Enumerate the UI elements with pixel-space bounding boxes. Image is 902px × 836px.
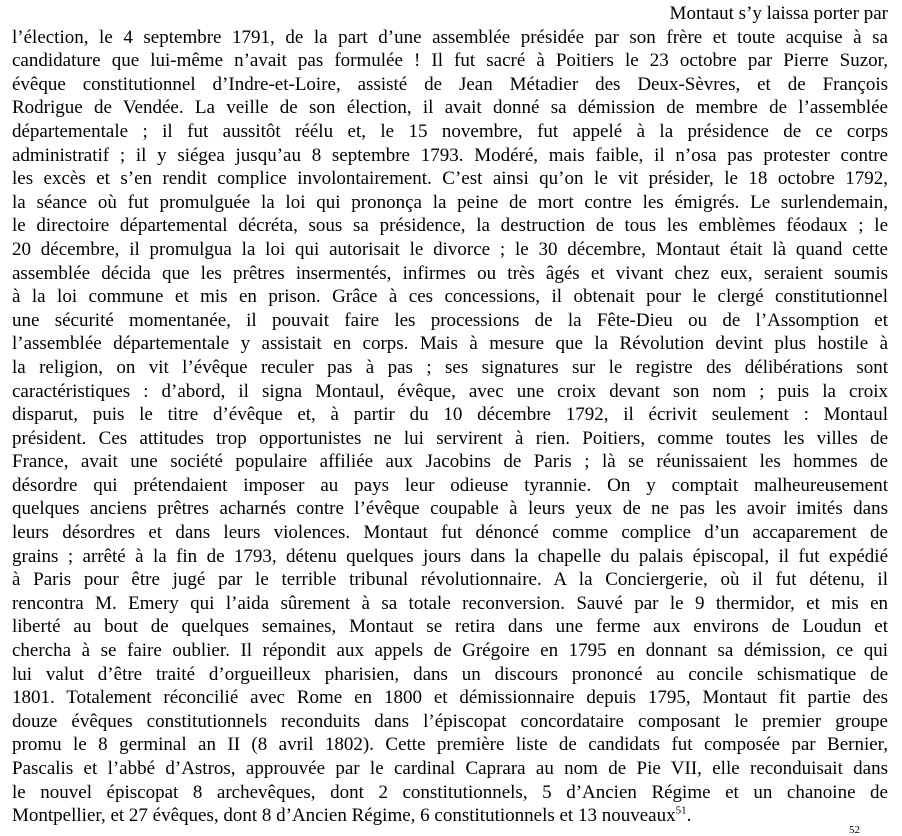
text-line	[12, 309, 888, 333]
text-line-content: promu le 8 germinal an II (8 avril 1802). Cette première liste de candidats fut composée par Bernier,	[12, 734, 888, 756]
text-line	[12, 757, 888, 781]
text-line-content: l’assemblée départementale y assistait en corps. Mais à mesure que la Révolution devint plus hostile à	[12, 333, 888, 355]
text-line-content: une sécurité momentanée, il pouvait faire les processions de la Fête-Dieu ou de l’Assomption et	[12, 309, 888, 331]
text-line	[12, 710, 888, 734]
text-line-content: le nouvel épiscopat 8 archevêques, dont 2 constitutionnels, 5 d’Ancien Régime et un chanoine de	[12, 781, 888, 803]
text-line-content: France, avait une société populaire affiliée aux Jacobins de Paris ; là se réunissaient les hommes de	[12, 451, 888, 473]
text-line-content: la séance où fut promulguée la loi qui prononça la peine de mort contre les émigrés. Le surlendemain,	[12, 191, 888, 213]
text-line	[12, 285, 888, 309]
text-line	[12, 568, 888, 592]
text-line	[12, 521, 888, 545]
text-line-content: rencontra M. Emery qui l’aida sûrement à sa totale reconversion. Sauvé par le 9 thermidor, et mis en	[12, 592, 888, 614]
final-punctuation: .	[686, 805, 692, 827]
text-line	[12, 663, 888, 687]
text-line-content: l’élection, le 4 septembre 1791, de la part d’une assemblée présidée par son frère et toute acquise à sa	[12, 26, 888, 48]
text-line	[12, 214, 888, 238]
text-line	[12, 238, 888, 262]
text-line	[12, 262, 888, 286]
text-line	[12, 450, 888, 474]
text-line	[12, 167, 888, 191]
text-line-content: quelques anciens prêtres acharnés contre l’évêque coupable à leurs yeux de ne pas les avoir imités dans	[12, 498, 888, 520]
text-line	[12, 639, 888, 663]
footnote-reference: 51	[675, 804, 687, 817]
text-line-content: leurs désordres et dans leurs violences. Montaut fut dénoncé comme complice d’un accaparement de	[12, 522, 888, 544]
text-line-content: administratif ; il y siégea jusqu’au 8 septembre 1793. Modéré, mais faible, il n’osa pas protester contre	[12, 144, 888, 166]
text-line	[12, 545, 888, 569]
text-line-content: liberté au bout de quelques semaines, Montaut se retira dans une ferme aux environs de Loudun et	[12, 616, 888, 638]
text-line	[12, 733, 888, 757]
text-line	[12, 497, 888, 521]
text-line	[12, 592, 888, 616]
text-line	[12, 26, 888, 50]
text-line	[12, 49, 888, 73]
text-line-content: caractéristiques : d’abord, il signa Montaul, évêque, avec une croix devant son nom ; puis la croix	[12, 380, 888, 402]
text-line-content: désordre qui prétendaient imposer au pays leur odieuse tyrannie. On y comptait malheureusement	[12, 474, 888, 496]
text-line-content: douze évêques constitutionnels reconduits dans l’épiscopat concordataire composant le premier groupe	[12, 710, 888, 732]
text-line	[12, 781, 888, 805]
text-line	[12, 427, 888, 451]
text-line	[12, 804, 888, 828]
text-line-content: Montaut s’y laissa porter par	[669, 3, 888, 24]
text-line-content: lui valut d’être traité d’orgueilleux pharisien, dans un discours prononcé au concile schismatique de	[12, 663, 888, 685]
text-line-content: évêque constitutionnel d’Indre-et-Loire, assisté de Jean Métadier des Deux-Sèvres, et de François	[12, 73, 888, 95]
text-line	[12, 96, 888, 120]
text-line-content: à la loi commune et mis en prison. Grâce à ces concessions, il obtenait pour le clergé constitutionnel	[12, 286, 888, 308]
text-line-content: chercha à se faire oublier. Il répondit aux appels de Grégoire en 1795 en donnant sa démission, ce qui	[12, 640, 888, 662]
text-line-content: grains ; arrêté à la fin de 1793, détenu quelques jours dans la chapelle du palais épiscopal, il fut expédié	[12, 545, 888, 567]
text-line	[12, 2, 888, 26]
text-line-content: 1801. Totalement réconcilié avec Rome en 1800 et démissionnaire depuis 1795, Montaut fit partie des	[12, 687, 888, 709]
text-line	[12, 686, 888, 710]
text-line-content: 20 décembre, il promulgua la loi qui autorisait le divorce ; le 30 décembre, Montaut était là quand cette	[12, 238, 888, 260]
text-line-content: les excès et s’en rendit complice involontairement. C’est ainsi qu’on le vit présider, le 18 octobre 1792,	[12, 168, 888, 190]
text-line-content: Pascalis et l’abbé d’Astros, approuvée par le cardinal Caprara au nom de Pie VII, elle reconduisait dans	[12, 758, 888, 779]
text-line-content: disparut, puis le titre d’évêque et, à partir du 10 décembre 1792, il écrivit seulement : Montaul	[12, 404, 888, 426]
text-line	[12, 403, 888, 427]
text-line-content: départementale ; il fut aussitôt réélu et, le 15 novembre, fut appelé à la présidence de ce corps	[12, 120, 888, 142]
text-line-content: Montpellier, et 27 évêques, dont 8 d’Ancien Régime, 6 constitutionnels et 13 nouveaux	[12, 805, 676, 827]
text-line	[12, 332, 888, 356]
text-line-content: la religion, on vit l’évêque reculer pas à pas ; ses signatures sur le registre des délibérations sont	[12, 356, 888, 378]
text-line-content: président. Ces attitudes trop opportunistes ne lui servirent à rien. Poitiers, comme toutes les villes de	[12, 427, 888, 449]
text-line-content: assemblée décida que les prêtres insermentés, infirmes ou très âgés et vivant chez eux, seraient soumis	[12, 262, 888, 284]
text-line	[12, 144, 888, 168]
body-text	[12, 2, 888, 828]
text-line-content: Rodrigue de Vendée. La veille de son élection, il avait donné sa démission de membre de l’assemblée	[12, 97, 888, 119]
text-line	[12, 120, 888, 144]
text-line-content: le directoire départemental décréta, sous sa présidence, la destruction de tous les emblèmes féodaux ; le	[12, 215, 888, 237]
text-line	[12, 615, 888, 639]
text-line-content: à Paris pour être jugé par le terrible tribunal révolutionnaire. A la Conciergerie, où il fut détenu, il	[12, 569, 888, 591]
text-line	[12, 474, 888, 498]
page-number: 52	[849, 824, 860, 836]
text-line	[12, 356, 888, 380]
text-line	[12, 191, 888, 215]
text-line	[12, 73, 888, 97]
text-line-content: candidature que lui-même n’avait pas formulée ! Il fut sacré à Poitiers le 23 octobre par Pierre Suzor,	[12, 50, 888, 72]
text-line	[12, 380, 888, 404]
